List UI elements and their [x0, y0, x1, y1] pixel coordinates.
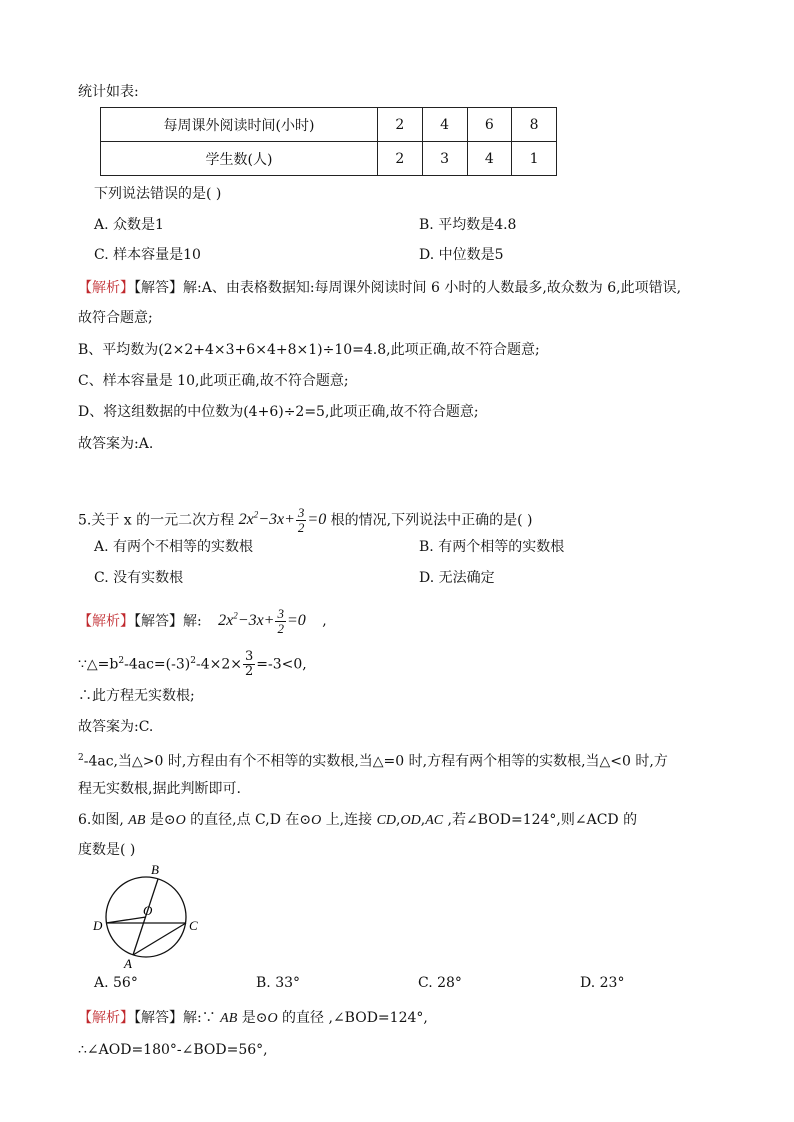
- table-row: [101, 142, 557, 176]
- eq-term: −3x+: [258, 511, 295, 529]
- table-cell: 3: [422, 142, 467, 176]
- frac-num: 3: [244, 649, 254, 665]
- q5-solution-tail: ,: [322, 613, 327, 630]
- q6-text: ,若∠BOD=124°,则∠ACD 的: [447, 812, 638, 828]
- analysis-tag: 【解析】: [78, 1010, 134, 1026]
- circle-figure: [88, 860, 208, 970]
- q5-analysis-line2: 程无实数根,据此判断即可.: [78, 781, 241, 797]
- q5-answer: 故答案为:C.: [78, 719, 154, 735]
- q6-solution-line2: ∴∠AOD=180°-∠BOD=56°,: [78, 1042, 268, 1058]
- q5-option-a: A. 有两个不相等的实数根: [94, 539, 254, 555]
- q5-stem-post: 根的情况,下列说法中正确的是( ): [330, 512, 533, 529]
- eq-fraction: [275, 607, 286, 636]
- q6-math-od: OD: [400, 813, 421, 828]
- q4-option-a: A. 众数是1: [94, 217, 164, 233]
- q5-option-b: B. 有两个相等的实数根: [419, 539, 565, 555]
- table-row: [101, 108, 557, 142]
- q6-math-o: O: [267, 1011, 278, 1026]
- q5-solution-text: 【解答】解:: [134, 613, 202, 630]
- table-header-cell: 学生数(人): [101, 142, 378, 176]
- q4-option-d: D. 中位数是5: [419, 247, 504, 263]
- q4-option-c: C. 样本容量是10: [94, 247, 201, 263]
- frac-num: 3: [277, 606, 284, 622]
- q4-solution-c: C、样本容量是 10,此项正确,故不符合题意;: [78, 373, 349, 389]
- analysis-tag: 【解析】: [78, 280, 134, 296]
- frac-num: 3: [297, 505, 305, 521]
- table-cell: 6: [467, 108, 512, 142]
- label-o: O: [143, 903, 153, 918]
- frac-den: 2: [297, 520, 305, 536]
- q6-text: 的直径,点 C,D 在⊙: [190, 812, 312, 828]
- q5-stem-pre: 5.关于 x 的一元二次方程: [78, 512, 235, 529]
- eq-fraction: [296, 506, 307, 535]
- q5-stem: [78, 500, 533, 535]
- q6-math-cd: CD: [376, 813, 397, 828]
- label-c: C: [189, 918, 198, 933]
- table-cell: 4: [467, 142, 512, 176]
- q6-math-ac: AC: [425, 813, 444, 828]
- q4-option-b: B. 平均数是4.8: [419, 217, 517, 233]
- q4-answer: 故答案为:A.: [78, 436, 154, 452]
- eq-term: 2x: [218, 612, 234, 630]
- q6-solution-head: [78, 1008, 428, 1029]
- q4-solution-line2: 故符合题意;: [78, 310, 153, 326]
- q5-equation: $2x^2-3x+$ $\frac{3}{2}$ =0: [238, 505, 327, 536]
- q5-option-d: D. 无法确定: [419, 570, 495, 586]
- q6-option-c: C. 28°: [418, 975, 462, 991]
- q5-conclusion: ∴此方程无实数根;: [78, 688, 195, 704]
- eq-term: =0: [307, 511, 327, 529]
- label-a: A: [124, 956, 132, 970]
- delta-text: ∵△=b: [78, 656, 119, 673]
- table-cell: 4: [422, 108, 467, 142]
- stats-table: [100, 107, 557, 176]
- q6-option-b: B. 33°: [256, 975, 301, 991]
- q6-math-ab: AB: [128, 813, 146, 828]
- intro-text: 统计如表:: [78, 84, 139, 100]
- table-cell: 1: [512, 142, 557, 176]
- q5-analysis-text: -4ac,当△>0 时,方程由有个不相等的实数根,当△=0 时,方程有两个相等的实数根,当△<0 时,方: [83, 753, 668, 770]
- table-header-cell: 每周课外阅读时间(小时): [101, 108, 378, 142]
- delta-text: =-3<0,: [256, 656, 307, 673]
- label-b: B: [151, 862, 159, 877]
- q6-text: ,: [396, 812, 401, 828]
- q4-solution-head: [78, 278, 681, 298]
- label-d: D: [93, 918, 103, 933]
- delta-text: -4ac=(-3): [124, 656, 191, 673]
- eq-term: 2x: [238, 511, 254, 529]
- frac-den: 2: [277, 621, 284, 637]
- q5-solution-head: [78, 601, 327, 636]
- analysis-tag: 【解析】: [78, 613, 134, 630]
- q4-solution-text: 【解答】解:A、由表格数据知:每周课外阅读时间 6 小时的人数最多,故众数为 6,此项错误,: [134, 280, 682, 296]
- q6-math-o: O: [175, 813, 186, 828]
- q6-text: 上,连接: [325, 812, 373, 828]
- q6-option-d: D. 23°: [580, 975, 625, 991]
- q6-text: 是⊙: [149, 812, 176, 828]
- q5-delta: $\because\triangle=b^2-4ac=(-3)^2-4\times 2\times$ $\frac{3}{2}$ =-3<0,: [78, 649, 307, 680]
- q5-solution-equation: $2x^2-3x+$ $\frac{3}{2}$ =0: [218, 606, 306, 637]
- q4-solution-b: B、平均数为(2×2+4×3+6×4+8×1)÷10=4.8,此项正确,故不符合题意;: [78, 342, 540, 358]
- q5-analysis: $^2$-4ac,当△>0 时,方程由有个不相等的实数根,当△=0 时,方程有两个相等的实数根,当△<0 时,方: [78, 753, 668, 770]
- q6-stem-line2: 度数是( ): [78, 842, 136, 858]
- segment-od: [106, 917, 146, 923]
- q6-math-ab: AB: [220, 1011, 238, 1026]
- eq-term: −3x+: [237, 612, 275, 630]
- q6-solution-text: 的直径 ,∠BOD=124°,: [282, 1010, 428, 1026]
- delta-text: -4×2×: [195, 656, 242, 673]
- q6-math-o: O: [311, 813, 322, 828]
- q4-prompt: 下列说法错误的是( ): [94, 186, 222, 202]
- table-cell: 2: [378, 142, 423, 176]
- delta-fraction: [243, 650, 255, 679]
- q6-option-a: A. 56°: [94, 975, 138, 991]
- chord-ac: [133, 923, 186, 955]
- q6-stem-line1: [78, 810, 637, 831]
- table-cell: 2: [378, 108, 423, 142]
- q6-text: ,: [420, 812, 426, 828]
- eq-term: =0: [286, 612, 306, 630]
- q6-text: 是⊙: [241, 1010, 268, 1026]
- q4-solution-d: D、将这组数据的中位数为(4+6)÷2=5,此项正确,故不符合题意;: [78, 404, 479, 420]
- frac-den: 2: [244, 664, 254, 680]
- table-cell: 8: [512, 108, 557, 142]
- q6-solution-text: 【解答】解:∵: [134, 1010, 216, 1026]
- q5-option-c: C. 没有实数根: [94, 570, 184, 586]
- q6-text: 6.如图,: [78, 812, 124, 828]
